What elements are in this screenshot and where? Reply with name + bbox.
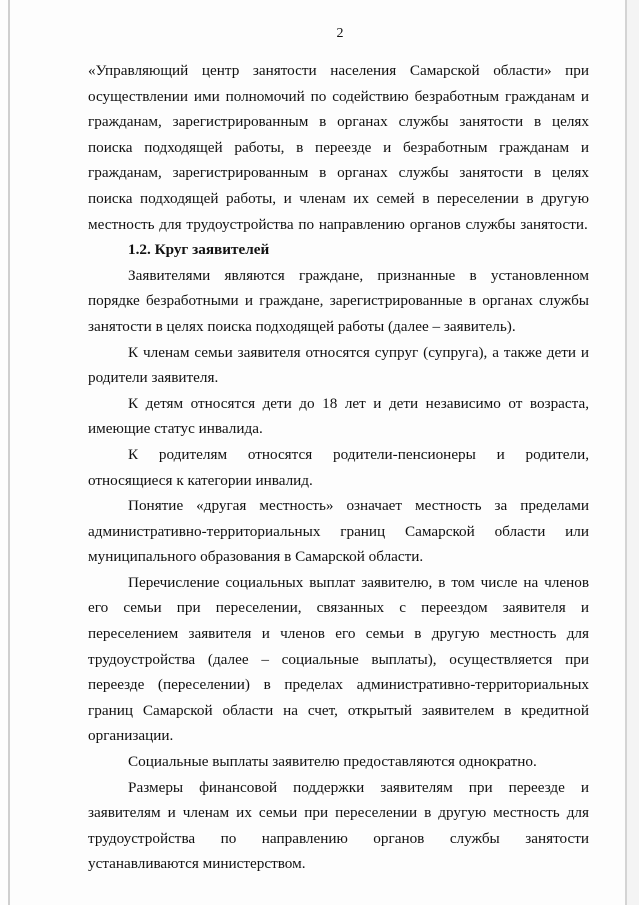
scan-left-edge <box>8 0 10 905</box>
paragraph-support-amounts: Размеры финансовой поддержки заявителям при переезде и заявителям и членам их семьи при переселении в другую местность для трудоустройства по направлению органов службы занятости устанавливаются министерством. <box>88 778 589 873</box>
paragraph-social-payments: Перечисление социальных выплат заявителю, в том числе на членов его семьи при переселении, связанных с переездом заявителя и переселением заявителя и членов его семьи в другую местность для трудоустройства (далее – социальные выплаты), осуществляется при переезде (переселении) в пределах административно-территориальных границ Самарской области на счет, открытый заявителем в кредитной организации. <box>88 573 589 745</box>
paragraph-one-time-payments: Социальные выплаты заявителю предоставляются однократно. <box>128 753 537 771</box>
document-body <box>88 58 589 877</box>
paragraph-family-members: К членам семьи заявителя относятся супруг (супруга), а также дети и родители заявителя. <box>88 343 589 387</box>
paragraph-continuation: «Управляющий центр занятости населения Самарской области» при осуществлении ими полномочий по содействию безработным гражданам и гражданам, зарегистрированным в органах службы занятости в целях поиска подходящей работы, в переезде и безработным гражданам и гражданам, зарегистрированным в органах службы занятости в целях поиска подходящей работы, и членам их семей в переселении в другую местность для трудоустройства по направлению органов службы занятости. <box>88 62 589 233</box>
scan-right-edge <box>625 0 639 905</box>
page-number: 2 <box>336 26 344 41</box>
paragraph-parents: К родителям относятся родители-пенсионеры и родители, относящиеся к категории инвалид. <box>88 445 589 489</box>
paragraph-applicants: Заявителями являются граждане, признанные в установленном порядке безработными и граждане, зарегистрированные в органах службы занятости в целях поиска подходящей работы (далее – заявитель). <box>88 266 589 335</box>
section-heading: 1.2. Круг заявителей <box>128 241 270 259</box>
paragraph-children: К детям относятся дети до 18 лет и дети независимо от возраста, имеющие статус инвалида. <box>88 394 589 438</box>
paragraph-other-locality: Понятие «другая местность» означает местность за пределами административно-территориальных границ Самарской области или муниципального образования в Самарской области. <box>88 497 589 566</box>
